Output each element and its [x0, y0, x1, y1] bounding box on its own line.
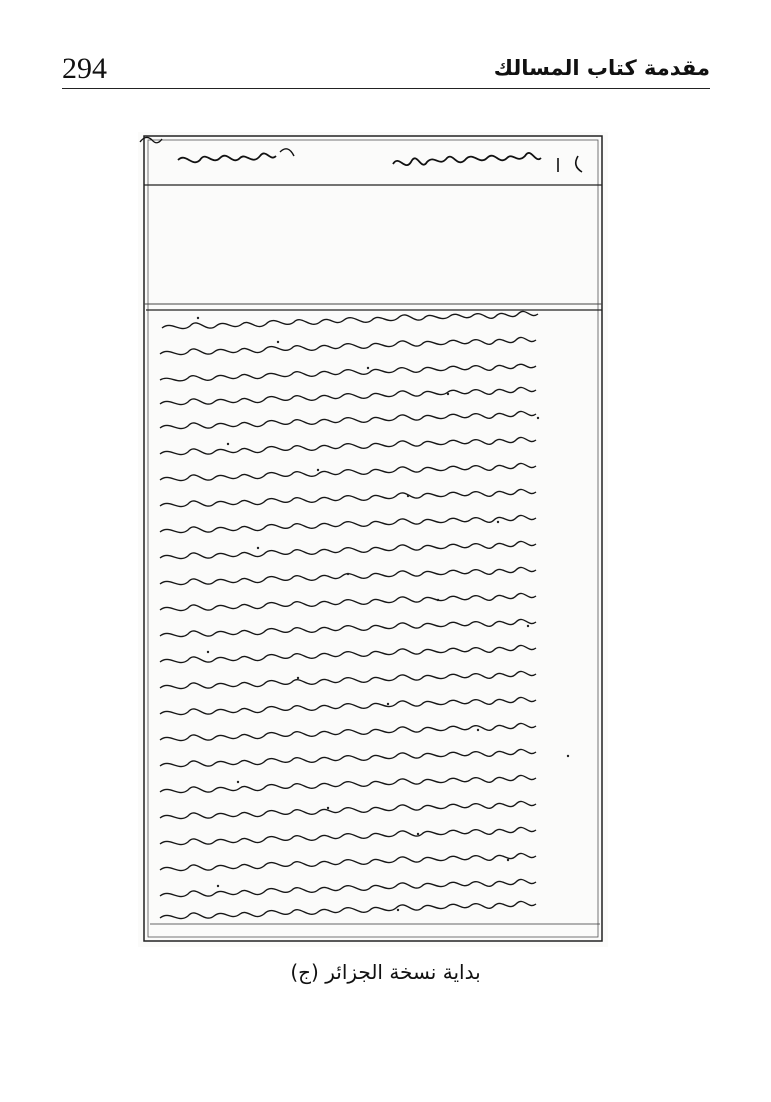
salutation-scribble — [178, 153, 276, 162]
page-header — [62, 46, 710, 90]
manuscript-image — [138, 132, 608, 947]
manuscript-diacritics — [197, 317, 569, 911]
basmala-scribble — [393, 153, 541, 165]
page-number: 294 — [62, 52, 107, 85]
manuscript-body-text — [160, 311, 538, 918]
manuscript-border-inner — [148, 140, 598, 937]
header-rule — [62, 88, 710, 89]
manuscript-border-outer — [144, 136, 602, 941]
figure-caption: بداية نسخة الجزائر (ج) — [290, 960, 481, 984]
running-title: مقدمة كتاب المسالك — [493, 56, 710, 80]
manuscript-scan — [138, 132, 608, 947]
